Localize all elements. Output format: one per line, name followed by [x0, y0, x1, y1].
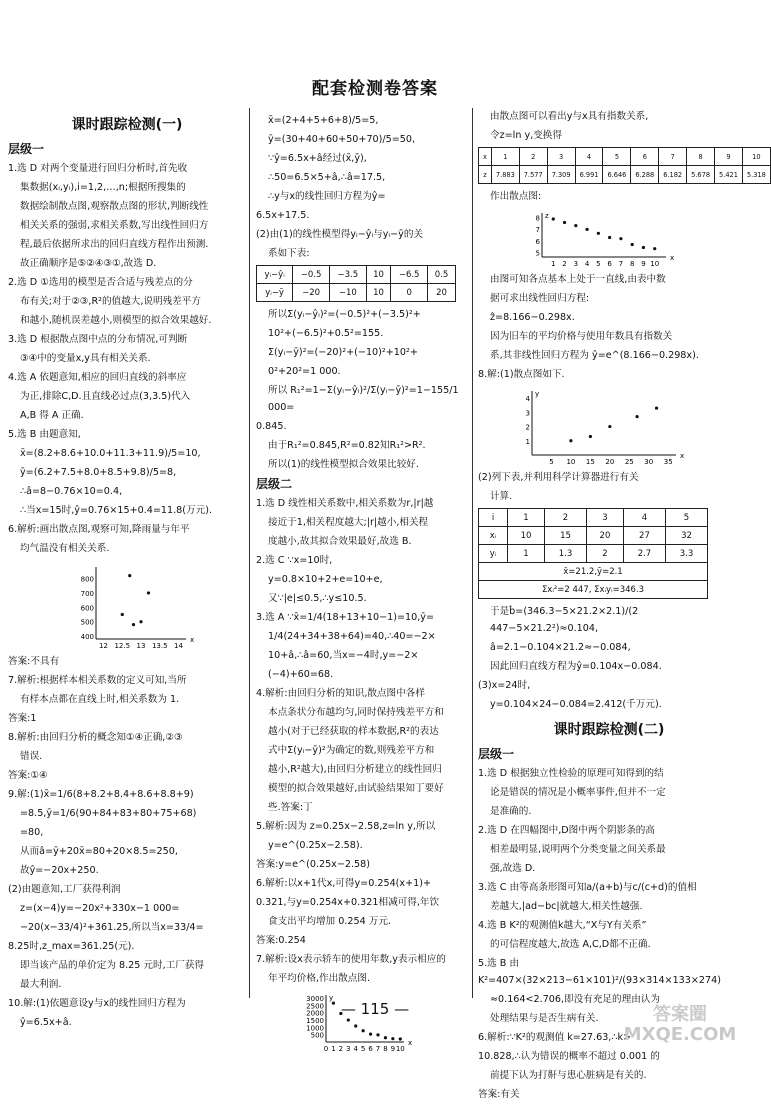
table-row: [479, 581, 708, 599]
y-tick-label: 2500: [306, 1002, 324, 1011]
table-cell: 10: [366, 266, 391, 284]
table-cell: 1: [491, 148, 519, 166]
log-transform-table: [478, 147, 771, 184]
table-cell: 6.288: [631, 166, 659, 184]
answer-line: 2.选 C ∵x=10时,: [256, 555, 333, 566]
answer-line: =80,: [20, 827, 44, 838]
table-cell: 10: [742, 148, 770, 166]
data-point: [569, 439, 572, 442]
y-tick-label: 800: [80, 575, 94, 584]
answer-line: 因此回归直线方程为ŷ=0.104x−0.084.: [490, 661, 662, 672]
table-cell: 1: [508, 509, 545, 527]
answer-line: 数据绘制散点图,观察散点图的形状,判断线性: [20, 201, 209, 212]
answer-line: Σ(yᵢ−ȳ)²=(−20)²+(−10)²+10²+: [268, 347, 418, 358]
table-cell: 32: [665, 527, 707, 545]
answer-line: 从而â=ȳ+20x̄=80+20×8.5=250,: [20, 846, 178, 857]
x-tick-label: 12: [99, 642, 108, 650]
table-cell: 6.646: [603, 166, 631, 184]
x-tick-label: 30: [644, 458, 654, 466]
answer-line: z=(x−4)y=−20x²+330x−1 000=: [20, 903, 180, 914]
data-point: [139, 620, 142, 623]
answer-line: 的可信程度越大,故选 A,C,D都不正确.: [490, 939, 651, 950]
right-column: [478, 108, 766, 1105]
answer-line: 所以Σ(yᵢ−ŷᵢ)²=(−0.5)²+(−3.5)²+: [268, 309, 421, 320]
x-tick-label: 5: [549, 458, 554, 466]
answer-line: 由于R₁²=0.845,R²=0.82知R₁²>R².: [268, 440, 426, 451]
table-cell: 4: [623, 509, 665, 527]
answer-line: 布有关;对于②③,R²的值越大,说明残差平方: [20, 296, 201, 307]
answer-text-block: [478, 108, 740, 144]
answer-line: ③④中的变量x,y具有相关关系.: [20, 353, 151, 364]
x-tick-label: 7: [375, 1045, 381, 1053]
answer-line: x̄=(8.2+8.6+10.0+11.3+11.9)/5=10,: [20, 448, 201, 459]
answer-text-block: [478, 271, 740, 383]
answer-line: ∴y与x的线性回归方程为ŷ=: [268, 191, 386, 202]
answer-line: â=2.1−0.104×21.2≈−0.084,: [490, 642, 631, 653]
car-price-scatter-chart: [296, 989, 416, 1054]
sales-scatter-chart: [518, 385, 688, 467]
answer-line: 模型的拟合效果越好,由试验结果知丁要好: [268, 783, 444, 794]
table-cell: 5.678: [687, 166, 715, 184]
answer-line: 令z=ln y,变换得: [490, 130, 562, 141]
table-cell: xᵢ: [479, 527, 508, 545]
y-tick-label: 500: [310, 1031, 324, 1040]
y-tick-label: 8: [535, 214, 540, 223]
table-row: [479, 527, 708, 545]
answer-line: 于是b̂=(346.3−5×21.2×2.1)/(2 447−5×21.2²)≈0.104,: [490, 606, 639, 634]
answer-line: 6.解析:以x+1代x,可得y=0.254(x+1)+: [256, 878, 432, 889]
table-cell: 3: [586, 509, 623, 527]
answer-line: 9.解:(1)x̄=1/6(8+8.2+8.4+8.6+8.8+9): [8, 789, 194, 800]
data-point: [585, 228, 588, 231]
data-point: [552, 217, 555, 220]
answer-line: 7.解析:设x表示轿车的使用年数,y表示相应的: [256, 954, 446, 965]
level-heading: 层级一: [478, 747, 515, 761]
table-cell: 0.5: [428, 266, 456, 284]
answer-line: x̄=(2+4+5+6+8)/5=5,: [268, 115, 379, 126]
data-point: [391, 1037, 394, 1040]
data-point: [635, 415, 638, 418]
y-axis-label: y: [535, 390, 540, 398]
table-cell: yᵢ−ȳ: [257, 284, 293, 302]
answer-line: 0.321,与y=0.254x+0.321相减可得,年饮: [256, 897, 440, 908]
table-cell: 2: [519, 148, 547, 166]
answer-line: 1.选 D 对两个变量进行回归分析时,首先收: [8, 163, 188, 174]
answer-line: 为正,排除C,D.且直线必过点(3,3.5)代入: [20, 391, 191, 402]
x-tick-label: 8: [629, 260, 635, 268]
answer-line: 7.解析:根据样本相关系数的定义可知,当所: [8, 675, 187, 686]
answer-line: 3.选 A ∵x̄=1/4(18+13+10−1)=10,ȳ=: [256, 612, 435, 623]
answer-line: 式中Σ(yᵢ−ȳ)²为确定的数,则残差平方和: [268, 745, 435, 756]
middle-column: [256, 112, 468, 1054]
answer-line: 答案:y=e^(0.25x−2.58): [256, 859, 371, 870]
answer-line: 越小,R²越大),由回归分析建立的线性回归: [268, 764, 442, 775]
table-cell: 8: [687, 148, 715, 166]
answer-line: 答案:0.254: [256, 935, 306, 946]
x-tick-label: 10: [650, 260, 660, 268]
y-tick-label: 1500: [306, 1016, 324, 1025]
answer-text-block: [8, 653, 246, 1031]
answer-line: 因为旧车的平均价格与使用年数具有指数关: [490, 331, 673, 342]
x-tick-label: 25: [624, 458, 634, 466]
table-cell: 2.7: [623, 545, 665, 563]
y-tick-label: 7: [535, 226, 540, 235]
answer-line: 由散点图可以看出y与x具有指数关系,: [490, 111, 649, 122]
table-cell: 7: [659, 148, 687, 166]
answer-line: 3.选 C 由等高条形图可知a/(a+b)与c/(c+d)的值相: [478, 882, 697, 893]
answer-line: 10.解:(1)依题意设y与x的线性回归方程为: [8, 998, 186, 1009]
answer-line: 作出散点图:: [490, 191, 542, 202]
x-tick-label: 35: [663, 458, 673, 466]
page-number: — 115 —: [340, 1000, 410, 1018]
table-cell: −3.5: [329, 266, 366, 284]
x-axis-label: x: [190, 636, 195, 644]
answer-line: 最大利润.: [20, 979, 62, 990]
table-cell: 20: [586, 527, 623, 545]
table-cell: Σxᵢ²=2 447, Σxᵢyᵢ=346.3: [479, 581, 708, 599]
answer-line: ŷ=6.5x+â.: [20, 1017, 72, 1028]
answer-line: 10.828,∴认为错误的概率不超过 0.001 的: [478, 1051, 660, 1062]
x-axis-label: x: [408, 1039, 413, 1047]
watermark-text: 答案圈 MXQE.COM: [623, 1004, 737, 1045]
watermark-logo: [620, 1005, 740, 1051]
table-cell: 6.991: [575, 166, 603, 184]
x-tick-label: 7: [618, 260, 624, 268]
answer-line: 食支出平均增加 0.254 万元.: [268, 916, 391, 927]
answer-line: 1.选 D 根据独立性检验的原理可知得到的结: [478, 768, 664, 779]
answer-line: 据可求出线性回归方程:: [490, 293, 590, 304]
x-tick-label: 10: [395, 1045, 405, 1053]
answer-line: 10+â,∴â=60,当x=−4时,y=−2×: [268, 650, 419, 661]
answer-line: 差越大,|ad−bc|就越大,相关性越强.: [490, 901, 643, 912]
x-tick-label: 15: [585, 458, 595, 466]
answer-line: 故ŷ=−20x+250.: [20, 865, 99, 876]
answer-line: 均气温没有相关关系.: [20, 543, 110, 554]
table-cell: 7.883: [491, 166, 519, 184]
table-cell: 10: [366, 284, 391, 302]
answer-line: 处理结果与是否生病有关.: [490, 1013, 599, 1024]
answer-line: ∴â=8−0.76×10=0.4,: [20, 486, 123, 497]
answer-line: (2)由(1)的线性模型得yᵢ−ŷᵢ与yᵢ−ȳ的关: [256, 229, 424, 240]
answer-line: (−4)+60=68.: [268, 669, 334, 680]
data-point: [132, 623, 135, 626]
table-cell: 7.309: [547, 166, 575, 184]
data-point: [655, 406, 658, 409]
answer-line: 系,其非线性回归方程为 ŷ=e^(8.166−0.298x).: [490, 350, 699, 361]
table-row: [257, 266, 456, 284]
column-divider: [472, 108, 473, 998]
table-cell: 5.318: [742, 166, 770, 184]
answer-line: ∴50=6.5×5+â,∴â=17.5,: [268, 172, 386, 183]
answer-line: 5.解析:因为 z=0.25x−2.58,z=ln y,所以: [256, 821, 436, 832]
answer-line: 和越小,随机误差越小,则模型的拟合效果越好.: [20, 315, 212, 326]
answer-line: 0.845.: [256, 421, 287, 432]
x-tick-label: 20: [605, 458, 615, 466]
x-tick-label: 4: [584, 260, 590, 268]
y-tick-label: 3: [525, 409, 530, 418]
table-cell: x̄=21.2,ȳ=2.1: [479, 563, 708, 581]
y-tick-label: 2: [525, 423, 530, 432]
answer-line: =8.5,ȳ=1/6(90+84+83+80+75+68): [20, 808, 197, 819]
table-row: [479, 509, 708, 527]
section-heading: 课时跟踪检测(一): [71, 117, 183, 133]
y-tick-label: 600: [80, 604, 94, 613]
data-point: [354, 1024, 357, 1027]
x-axis-label: x: [680, 452, 685, 460]
answer-line: A,B 得 A 正确.: [20, 410, 84, 421]
answer-line: 系如下表:: [268, 248, 310, 259]
answer-line: 1/4(24+34+38+64)=40,∴40=−2×: [268, 631, 436, 642]
rainfall-scatter-chart: [68, 561, 198, 651]
table-cell: −6.5: [391, 266, 428, 284]
table-cell: 1: [508, 545, 545, 563]
answer-line: 前提下认为打鼾与患心脏病是有关的.: [490, 1070, 647, 1081]
table-cell: 1.3: [544, 545, 586, 563]
answer-line: 又∵|e|≤0.5,∴y≤10.5.: [268, 593, 367, 604]
left-column: [8, 112, 246, 1033]
answer-line: y=0.8×10+2+e=10+e,: [268, 574, 383, 585]
answer-line: 由图可知各点基本上处于一直线,由表中数: [490, 274, 666, 285]
data-point: [608, 425, 611, 428]
x-tick-label: 8: [383, 1045, 388, 1053]
table-cell: yᵢ: [479, 545, 508, 563]
data-point: [619, 237, 622, 240]
answer-line: 8.25时,z_max=361.25(元).: [8, 941, 135, 952]
data-point: [399, 1037, 402, 1040]
answer-line: 有样本点都在直线上时,相关系数为 1.: [20, 694, 180, 705]
answer-text-block: [256, 495, 468, 987]
answer-line: 计算.: [490, 491, 513, 502]
table-cell: 4: [575, 148, 603, 166]
y-tick-label: 1000: [306, 1024, 324, 1033]
answer-line: 答案:①④: [8, 770, 48, 781]
data-point: [574, 224, 577, 227]
answer-line: y=0.104×24−0.084=2.412(千万元).: [490, 699, 662, 710]
table-row: [479, 148, 771, 166]
y-tick-label: 400: [80, 633, 94, 642]
table-cell: yᵢ−ŷᵢ: [257, 266, 293, 284]
x-tick-label: 4: [353, 1045, 358, 1053]
answer-line: 度越小,故其拟合效果最好,故选 B.: [268, 536, 412, 547]
answer-line: 4.解析:由回归分析的知识,散点图中各样: [256, 688, 425, 699]
data-point: [653, 247, 656, 250]
table-row: [479, 563, 708, 581]
y-tick-label: 700: [80, 589, 94, 598]
y-tick-label: 3000: [306, 994, 324, 1003]
answer-line: 接近于1,相关程度越大;|r|越小,相关程: [268, 517, 429, 528]
table-cell: 2: [544, 509, 586, 527]
answer-line: 答案:不具有: [8, 656, 60, 667]
table-cell: z: [479, 166, 492, 184]
residual-table: [256, 265, 456, 302]
data-point: [121, 613, 124, 616]
answer-text-block: [478, 765, 740, 1103]
answer-line: 0²+20²=1 000.: [268, 366, 341, 377]
answer-line: 程,最后依据所求出的回归直线方程作出预测.: [20, 239, 209, 250]
answer-line: (2)列下表,并利用科学计算器进行有关: [478, 472, 639, 483]
page-title: 配套检测卷答案: [312, 79, 438, 99]
answer-text-block: [8, 160, 246, 557]
answer-line: 错误.: [20, 751, 43, 762]
table-row: [257, 284, 456, 302]
data-point: [384, 1036, 387, 1039]
table-row: [479, 545, 708, 563]
answer-line: 8.解:(1)散点图如下.: [478, 369, 565, 380]
answer-line: 2.选 D 在四幅图中,D图中两个阴影条的高: [478, 825, 655, 836]
answer-line: 10²+(−6.5)²+0.5²=155.: [268, 328, 384, 339]
x-tick-label: 1: [551, 260, 556, 268]
table-cell: −0.5: [293, 266, 330, 284]
answer-line: 是准确的.: [490, 806, 532, 817]
x-tick-label: 2: [562, 260, 567, 268]
answer-line: 所以(1)的线性模型拟合效果比较好.: [268, 459, 419, 470]
data-point: [347, 1018, 350, 1021]
answer-line: 即当该产品的单价定为 8.25 元时,工厂获得: [20, 960, 205, 971]
answer-line: 6.5x+17.5.: [256, 210, 310, 221]
x-tick-label: 9: [641, 260, 646, 268]
answer-line: 所以 R₁²=1−Σ(yᵢ−ŷᵢ)²/Σ(yᵢ−ȳ)²=1−155/1 000=: [268, 385, 459, 413]
x-tick-label: 13: [136, 642, 146, 650]
answer-text-block: [256, 306, 468, 473]
x-tick-label: 0: [323, 1045, 329, 1053]
table-row: [479, 166, 771, 184]
data-point: [563, 221, 566, 224]
data-point: [376, 1033, 379, 1036]
table-cell: 15: [544, 527, 586, 545]
data-point: [369, 1032, 372, 1035]
level-heading: 层级一: [8, 142, 45, 156]
answer-line: 本点条状分布越均匀,同时保持残差平方和: [268, 707, 444, 718]
y-tick-label: 2000: [306, 1009, 324, 1018]
answer-line: 集数据(xᵢ,yᵢ),i=1,2,…,n;根据所搜集的: [20, 182, 186, 193]
data-point: [597, 232, 600, 235]
x-axis-label: x: [670, 254, 675, 262]
answer-line: 强,故选 D.: [490, 863, 536, 874]
answer-line: 3.选 D 根据散点图中点的分布情况,可判断: [8, 334, 188, 345]
z-scatter-chart: [528, 207, 678, 269]
answer-line: 相关关系的强弱,求相关系数,写出线性回归方: [20, 220, 209, 231]
level-heading: 层级二: [256, 477, 293, 491]
answer-line: ∵ŷ=6.5x+â经过(x̄,ȳ),: [268, 153, 367, 164]
answer-line: 8.解析:由回归分析的概念知①④正确,②③: [8, 732, 183, 743]
x-tick-label: 13.5: [151, 642, 168, 650]
answer-text-block: [478, 469, 740, 505]
answer-line: 4.选 A 依题意知,相应的回归直线的斜率应: [8, 372, 187, 383]
answer-line: (2)由题意知,工厂获得利润: [8, 884, 121, 895]
x-tick-label: 12.5: [114, 642, 131, 650]
y-tick-label: 6: [535, 237, 540, 246]
answer-line: 6.解析:∵K²的观测值 k=27.63,∴k>: [478, 1032, 632, 1043]
y-tick-label: 1: [525, 437, 530, 446]
answer-line: 些.答案:丁: [268, 802, 313, 813]
answer-line: 5.选 B 由题意知,: [8, 429, 81, 440]
table-cell: −10: [329, 284, 366, 302]
y-axis-label: z: [545, 212, 549, 220]
y-tick-label: 4: [525, 395, 530, 404]
answer-line: 1.选 D 线性相关系数中,相关系数为r,|r|越: [256, 498, 434, 509]
table-cell: 27: [623, 527, 665, 545]
x-tick-label: 5: [360, 1045, 366, 1053]
data-point: [362, 1029, 365, 1032]
section-heading: 课时跟踪检测(二): [553, 722, 665, 738]
y-tick-label: 500: [80, 618, 94, 627]
table-cell: 3: [547, 148, 575, 166]
answer-line: 答案:有关: [478, 1089, 520, 1100]
table-cell: 9: [715, 148, 743, 166]
x-tick-label: 5: [596, 260, 601, 268]
table-cell: 10: [508, 527, 545, 545]
x-tick-label: 3: [346, 1045, 351, 1053]
table-cell: 2: [586, 545, 623, 563]
answer-text-block: [256, 112, 468, 262]
x-tick-label: 9: [390, 1045, 396, 1053]
answer-line: 2.选 D ①选用的模型是否合适与残差点的分: [8, 277, 193, 288]
answer-line: 答案:1: [8, 713, 37, 724]
answer-line: ≈0.164<2.706,即没有充足的理由认为: [490, 994, 660, 1005]
y-axis-label: y: [329, 994, 334, 1002]
answer-line: 年平均价格,作出散点图.: [268, 973, 371, 984]
table-cell: −20: [293, 284, 330, 302]
table-cell: 5: [665, 509, 707, 527]
answer-line: 5.选 B 由 K²=407×(32×213−61×101)²/(93×314×133×274): [478, 958, 721, 986]
data-point: [608, 236, 611, 239]
data-point: [642, 246, 645, 249]
table-cell: 5: [603, 148, 631, 166]
answer-text-block: [478, 603, 740, 713]
data-point: [589, 435, 592, 438]
table-cell: 5.421: [715, 166, 743, 184]
calculation-table: [478, 508, 708, 599]
table-cell: i: [479, 509, 508, 527]
table-cell: 6.182: [659, 166, 687, 184]
answer-line: ȳ=(6.2+7.5+8.0+8.5+9.8)/5=8,: [20, 467, 177, 478]
table-cell: 6: [631, 148, 659, 166]
answer-text-block: [478, 188, 740, 205]
answer-line: y=e^(0.25x−2.58).: [268, 840, 363, 851]
data-point: [631, 243, 634, 246]
x-tick-label: 1: [331, 1045, 336, 1053]
answer-line: 6.解析:画出散点图,观察可知,降雨量与年平: [8, 524, 190, 535]
column-divider: [249, 108, 250, 998]
answer-line: 4.选 B K²的观测值k越大,“X与Y有关系”: [478, 920, 647, 931]
answer-line: ẑ=8.166−0.298x.: [490, 312, 575, 323]
x-tick-label: 6: [368, 1045, 373, 1053]
x-tick-label: 14: [174, 642, 183, 650]
table-cell: 3.3: [665, 545, 707, 563]
answer-line: 越小(对于已经获取的样本数据,R²的表达: [268, 726, 439, 737]
x-tick-label: 2: [338, 1045, 344, 1053]
answer-line: 论是错误的情况是小概率事件,但并不一定: [490, 787, 666, 798]
answer-line: 相差最明显,说明两个分类变量之间关系最: [490, 844, 666, 855]
table-cell: 7.577: [519, 166, 547, 184]
x-tick-label: 6: [607, 260, 612, 268]
x-tick-label: 3: [573, 260, 579, 268]
table-cell: 20: [428, 284, 456, 302]
x-tick-label: 10: [566, 458, 576, 466]
data-point: [147, 591, 150, 594]
table-cell: 0: [391, 284, 428, 302]
answer-line: (3)x=24时,: [478, 680, 531, 691]
y-tick-label: 5: [535, 249, 540, 258]
answer-line: ∴当x=15时,ŷ=0.76×15+0.4=11.8(万元).: [20, 505, 213, 516]
answer-line: −20(x−33/4)²+361.25,所以当x=33/4=: [20, 922, 204, 933]
answer-line: ȳ=(30+40+60+50+70)/5=50,: [268, 134, 416, 145]
table-cell: x: [479, 148, 492, 166]
data-point: [128, 574, 131, 577]
answer-line: 故正确顺序是⑤②④③①,故选 D.: [20, 258, 157, 269]
